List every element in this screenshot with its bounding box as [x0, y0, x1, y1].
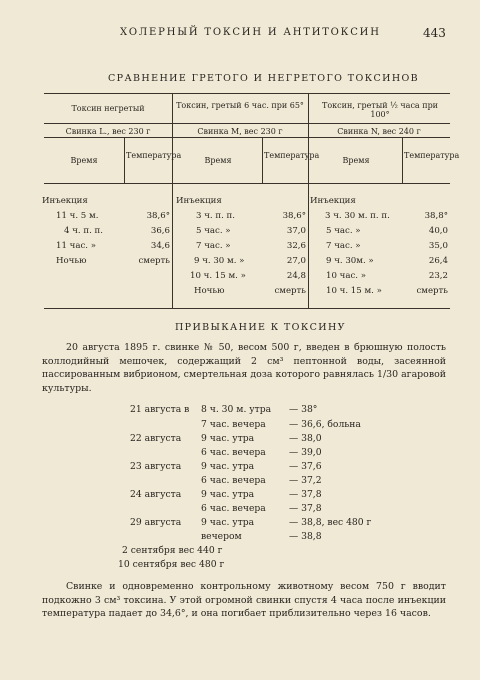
table-cell: 38,6°: [282, 211, 306, 221]
table-cell: 3 ч. п. п.: [196, 211, 235, 221]
table-cell: 23,2: [428, 271, 448, 281]
temp-header: Температура: [264, 151, 320, 160]
table-cell: 3 ч. 30 м. п. п.: [325, 211, 390, 221]
table-cell: 9 ч. 30м. »: [326, 256, 374, 266]
log-value: — 37,8: [289, 489, 322, 500]
log-time: 6 час. вечера: [201, 475, 266, 486]
log-time: 8 ч. 30 м. утра: [201, 404, 272, 415]
subject-header: Свинка N, вес 240 г: [337, 127, 421, 136]
column-divider: [402, 137, 403, 183]
toxin-header: Токсин, гретый ½ часа при 100°: [321, 101, 439, 119]
table-cell: 10 ч. 15 м. »: [190, 271, 246, 281]
log-value: — 37,6: [289, 461, 322, 472]
log-value: — 37,8: [289, 503, 322, 514]
toxin-header: Токсин негретый: [71, 104, 145, 113]
log-value: — 38,8: [289, 531, 322, 542]
conclusion-text: Свинке и одновременно контрольному животному весом 750 г вводит подкожно 3 см³ токсина. У этой огромной свинки спустя 4 часа после инъекции температура падает до 34,6°, и она погибает приблизительно через 16 часов.: [42, 581, 446, 619]
table-top-rule: [44, 93, 450, 94]
log-date: 21 августа в: [130, 404, 190, 415]
table-cell: 34,6: [150, 241, 170, 251]
log-weight: 2 сентября вес 440 г: [122, 545, 223, 556]
temp-header: Температура: [404, 151, 460, 160]
table-cell: Ночью: [194, 286, 225, 296]
table-cell: смерть: [138, 256, 170, 266]
log-date: 23 августа: [130, 461, 182, 472]
log-date: 24 августа: [130, 489, 182, 500]
column-divider: [262, 137, 263, 183]
log-time: 9 час. утра: [201, 461, 255, 472]
log-value: — 36,6, больна: [289, 419, 361, 430]
conclusion-paragraph: [42, 568, 446, 621]
log-date: 29 августа: [130, 517, 182, 528]
group-divider: [308, 93, 309, 308]
table-cell: 5 час. »: [326, 226, 361, 236]
table-cell: 24,8: [286, 271, 306, 281]
table-cell: 36,6: [150, 226, 170, 236]
time-header: Время: [70, 156, 98, 165]
log-value: — 39,0: [289, 447, 322, 458]
habituation-title: ПРИВЫКАНИЕ К ТОКСИНУ: [175, 322, 346, 333]
log-time: 6 час. вечера: [201, 447, 266, 458]
table-cell: Ночью: [56, 256, 87, 266]
table-rule: [44, 137, 450, 138]
table-cell: 4 ч. п. п.: [64, 226, 103, 236]
comparison-table: [42, 93, 460, 309]
table-cell: 10 ч. 15 м. »: [326, 286, 382, 296]
table-cell: 37,0: [286, 226, 306, 236]
intro-paragraph: [42, 341, 446, 395]
table-rule: [44, 183, 450, 184]
table-cell: Инъекция: [176, 196, 222, 206]
log-time: 9 час. утра: [201, 489, 255, 500]
toxin-header: Токсин, гретый 6 час. при 65°: [176, 101, 304, 110]
table-cell: 9 ч. 30 м. »: [194, 256, 245, 266]
running-title: ХОЛЕРНЫЙ ТОКСИН И АНТИТОКСИН: [120, 27, 381, 38]
log-time: вечером: [201, 531, 242, 542]
table-cell: 38,8°: [424, 211, 448, 221]
log-value: — 38,0: [289, 433, 322, 444]
table-cell: 10 час. »: [326, 271, 367, 281]
table-cell: 27,0: [286, 256, 306, 266]
table-cell: смерть: [274, 286, 306, 296]
group-divider: [172, 93, 173, 308]
table-cell: Инъекция: [42, 196, 88, 206]
page-number: 443: [423, 26, 446, 40]
intro-text: 20 августа 1895 г. свинке № 50, весом 500 г, введен в брюшную полость коллодийный мешочек, содержащий 2 см³ пептонной воды, засеянной пассированным вибрионом, смертельная доза которого равнялась 1/30 агаровой культуры.: [42, 342, 446, 394]
log-weight: 10 сентября вес 480 г: [118, 559, 225, 570]
table-cell: 26,4: [428, 256, 448, 266]
subject-header: Свинка L., вес 230 г: [65, 127, 151, 136]
table-cell: 11 час. »: [56, 241, 97, 251]
table-rule: [44, 123, 450, 124]
column-divider: [124, 137, 125, 183]
log-value: — 38,8, вес 480 г: [289, 517, 372, 528]
subject-header: Свинка М, вес 230 г: [197, 127, 283, 136]
log-time: 9 час. утра: [201, 517, 255, 528]
table-cell: 32,6: [286, 241, 306, 251]
table-cell: смерть: [416, 286, 448, 296]
log-date: 22 августа: [130, 433, 182, 444]
table-cell: 38,6°: [146, 211, 170, 221]
time-header: Время: [342, 156, 370, 165]
log-time: 6 час. вечера: [201, 503, 266, 514]
log-time: 9 час. утра: [201, 433, 255, 444]
table-cell: Инъекция: [310, 196, 356, 206]
temp-header: Температура: [126, 151, 182, 160]
table-cell: 11 ч. 5 м.: [56, 211, 99, 221]
table-cell: 5 час. »: [196, 226, 231, 236]
time-header: Время: [204, 156, 232, 165]
comparison-title: СРАВНЕНИЕ ГРЕТОГО И НЕГРЕТОГО ТОКСИНОВ: [108, 73, 420, 84]
table-bottom-rule: [44, 308, 450, 309]
table-cell: 35,0: [428, 241, 448, 251]
table-cell: 7 час. »: [196, 241, 231, 251]
table-cell: 7 час. »: [326, 241, 361, 251]
log-value: — 38°: [289, 404, 318, 415]
table-cell: 40,0: [428, 226, 448, 236]
log-value: — 37,2: [289, 475, 322, 486]
log-time: 7 час. вечера: [201, 419, 266, 430]
